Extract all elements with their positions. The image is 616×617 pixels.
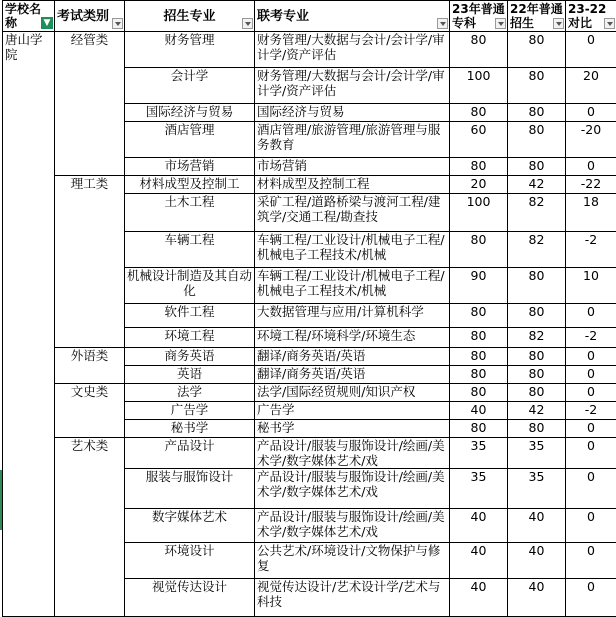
count-2023-cell[interactable]: 20 [450, 176, 508, 194]
major-cell[interactable]: 财务管理 [125, 32, 255, 68]
category-cell[interactable]: 外语类 [55, 348, 125, 384]
diff-cell[interactable]: 0 [566, 158, 616, 176]
table-row[interactable] [3, 176, 616, 194]
count-2022-cell[interactable]: 80 [508, 384, 566, 402]
joint-major-cell[interactable]: 产品设计/服装与服饰设计/绘画/美术学/数字媒体艺术/戏 [255, 438, 450, 469]
joint-major-cell[interactable]: 公共艺术/环境设计/文物保护与修复 [255, 543, 450, 579]
school-cell[interactable]: 唐山学院 [3, 32, 55, 617]
diff-cell[interactable]: -20 [566, 122, 616, 158]
joint-major-cell[interactable]: 广告学 [255, 402, 450, 420]
major-cell[interactable]: 环境工程 [125, 328, 255, 348]
major-cell[interactable]: 会计学 [125, 68, 255, 104]
category-cell[interactable]: 文史类 [55, 384, 125, 438]
diff-cell[interactable]: 0 [566, 366, 616, 384]
count-2023-cell[interactable]: 80 [450, 304, 508, 328]
count-2023-cell[interactable]: 60 [450, 122, 508, 158]
diff-cell[interactable]: -2 [566, 402, 616, 420]
diff-cell[interactable]: -2 [566, 328, 616, 348]
count-2023-cell[interactable]: 80 [450, 328, 508, 348]
category-cell[interactable]: 理工类 [55, 176, 125, 348]
count-2023-cell[interactable]: 80 [450, 32, 508, 68]
count-2022-cell[interactable]: 80 [508, 104, 566, 122]
count-2023-cell[interactable]: 40 [450, 402, 508, 420]
major-cell[interactable]: 英语 [125, 366, 255, 384]
major-cell[interactable]: 软件工程 [125, 304, 255, 328]
diff-cell[interactable]: 18 [566, 194, 616, 232]
category-cell[interactable]: 艺术类 [55, 438, 125, 617]
major-cell[interactable]: 服装与服饰设计 [125, 469, 255, 509]
dropdown-arrow-icon[interactable] [112, 18, 123, 29]
col-header-exam-type[interactable]: 考试类别 [55, 1, 125, 32]
dropdown-arrow-icon[interactable] [242, 18, 253, 29]
table-row[interactable] [3, 438, 616, 469]
joint-major-cell[interactable]: 产品设计/服装与服饰设计/绘画/美术学/数字媒体艺术/戏 [255, 509, 450, 543]
diff-cell[interactable]: -2 [566, 232, 616, 268]
joint-major-cell[interactable]: 产品设计/服装与服饰设计/绘画/美术学/数字媒体艺术/戏 [255, 469, 450, 509]
col-header-2023[interactable]: 23年普通专科 [450, 1, 508, 32]
diff-cell[interactable]: 10 [566, 268, 616, 304]
major-cell[interactable]: 酒店管理 [125, 122, 255, 158]
diff-cell[interactable]: 0 [566, 469, 616, 509]
joint-major-cell[interactable]: 环境工程/环境科学/环境生态 [255, 328, 450, 348]
diff-cell[interactable]: 0 [566, 579, 616, 617]
diff-cell[interactable]: 0 [566, 384, 616, 402]
count-2022-cell[interactable]: 80 [508, 304, 566, 328]
dropdown-arrow-icon[interactable] [495, 18, 506, 29]
count-2022-cell[interactable]: 82 [508, 328, 566, 348]
diff-cell[interactable]: -22 [566, 176, 616, 194]
diff-cell[interactable]: 0 [566, 420, 616, 438]
header-row [3, 1, 616, 32]
major-cell[interactable]: 广告学 [125, 402, 255, 420]
count-2023-cell[interactable]: 35 [450, 438, 508, 469]
admissions-table [2, 0, 616, 617]
joint-major-cell[interactable]: 翻译/商务英语/英语 [255, 366, 450, 384]
joint-major-cell[interactable]: 车辆工程/工业设计/机械电子工程/机械电子工程技术/机械 [255, 268, 450, 304]
count-2023-cell[interactable]: 80 [450, 158, 508, 176]
major-cell[interactable]: 车辆工程 [125, 232, 255, 268]
diff-cell[interactable]: 0 [566, 32, 616, 68]
dropdown-arrow-icon[interactable] [437, 18, 448, 29]
diff-cell[interactable]: 0 [566, 543, 616, 579]
dropdown-arrow-icon[interactable] [553, 18, 564, 29]
joint-major-cell[interactable]: 采矿工程/道路桥梁与渡河工程/建筑学/交通工程/勘查技 [255, 194, 450, 232]
major-cell[interactable]: 商务英语 [125, 348, 255, 366]
joint-major-cell[interactable]: 财务管理/大数据与会计/会计学/审计学/资产评估 [255, 68, 450, 104]
count-2023-cell[interactable]: 40 [450, 579, 508, 617]
count-2022-cell[interactable]: 35 [508, 469, 566, 509]
count-2023-cell[interactable]: 40 [450, 509, 508, 543]
joint-major-cell[interactable]: 酒店管理/旅游管理/旅游管理与服务教育 [255, 122, 450, 158]
count-2022-cell[interactable]: 80 [508, 158, 566, 176]
major-cell[interactable]: 数字媒体艺术 [125, 509, 255, 543]
joint-major-cell[interactable]: 国际经济与贸易 [255, 104, 450, 122]
count-2022-cell[interactable]: 42 [508, 402, 566, 420]
count-2022-cell[interactable]: 82 [508, 194, 566, 232]
count-2023-cell[interactable]: 80 [450, 232, 508, 268]
count-2022-cell[interactable]: 80 [508, 366, 566, 384]
count-2023-cell[interactable]: 100 [450, 194, 508, 232]
count-2022-cell[interactable]: 40 [508, 579, 566, 617]
joint-major-cell[interactable]: 视觉传达设计/艺术设计学/艺术与科技 [255, 579, 450, 617]
count-2023-cell[interactable]: 80 [450, 348, 508, 366]
diff-cell[interactable]: 20 [566, 68, 616, 104]
count-2022-cell[interactable]: 80 [508, 268, 566, 304]
major-cell[interactable]: 机械设计制造及其自动化 [125, 268, 255, 304]
count-2023-cell[interactable]: 80 [450, 104, 508, 122]
table-row[interactable] [3, 32, 616, 68]
major-cell[interactable]: 土木工程 [125, 194, 255, 232]
count-2022-cell[interactable]: 80 [508, 68, 566, 104]
major-cell[interactable]: 法学 [125, 384, 255, 402]
count-2022-cell[interactable]: 35 [508, 438, 566, 469]
diff-cell[interactable]: 0 [566, 104, 616, 122]
major-cell[interactable]: 视觉传达设计 [125, 579, 255, 617]
count-2022-cell[interactable]: 80 [508, 32, 566, 68]
count-2022-cell[interactable]: 40 [508, 543, 566, 579]
diff-cell[interactable]: 0 [566, 509, 616, 543]
count-2022-cell[interactable]: 80 [508, 348, 566, 366]
col-header-joint-major[interactable]: 联考专业 [255, 1, 450, 32]
count-2022-cell[interactable]: 80 [508, 122, 566, 158]
joint-major-cell[interactable]: 翻译/商务英语/英语 [255, 348, 450, 366]
count-2023-cell[interactable]: 80 [450, 420, 508, 438]
joint-major-cell[interactable]: 车辆工程/工业设计/机械电子工程/机械电子工程技术/机械 [255, 232, 450, 268]
major-cell[interactable]: 材料成型及控制工 [125, 176, 255, 194]
count-2023-cell[interactable]: 80 [450, 384, 508, 402]
table-row[interactable] [3, 384, 616, 402]
joint-major-cell[interactable]: 财务管理/大数据与会计/会计学/审计学/资产评估 [255, 32, 450, 68]
filter-active-icon[interactable]: ▼ [41, 17, 53, 29]
col-header-major[interactable]: 招生专业 [125, 1, 255, 32]
major-cell[interactable]: 国际经济与贸易 [125, 104, 255, 122]
joint-major-cell[interactable]: 大数据管理与应用/计算机科学 [255, 304, 450, 328]
count-2022-cell[interactable]: 80 [508, 420, 566, 438]
joint-major-cell[interactable]: 法学/国际经贸规则/知识产权 [255, 384, 450, 402]
count-2023-cell[interactable]: 100 [450, 68, 508, 104]
diff-cell[interactable]: 0 [566, 438, 616, 469]
major-cell[interactable]: 产品设计 [125, 438, 255, 469]
joint-major-cell[interactable]: 秘书学 [255, 420, 450, 438]
count-2022-cell[interactable]: 42 [508, 176, 566, 194]
count-2022-cell[interactable]: 40 [508, 509, 566, 543]
col-header-2022[interactable]: 22年普通招生 [508, 1, 566, 32]
dropdown-arrow-icon[interactable] [604, 18, 615, 29]
joint-major-cell[interactable]: 材料成型及控制工程 [255, 176, 450, 194]
joint-major-cell[interactable]: 市场营销 [255, 158, 450, 176]
major-cell[interactable]: 秘书学 [125, 420, 255, 438]
count-2022-cell[interactable]: 82 [508, 232, 566, 268]
count-2023-cell[interactable]: 40 [450, 543, 508, 579]
col-header-school[interactable]: 学校名称 ▼ [3, 1, 55, 32]
table-row[interactable] [3, 348, 616, 366]
diff-cell[interactable]: 0 [566, 304, 616, 328]
diff-cell[interactable]: 0 [566, 348, 616, 366]
major-cell[interactable]: 市场营销 [125, 158, 255, 176]
count-2023-cell[interactable]: 80 [450, 366, 508, 384]
count-2023-cell[interactable]: 90 [450, 268, 508, 304]
col-header-diff[interactable]: 23-22对比 [566, 1, 616, 32]
major-cell[interactable]: 环境设计 [125, 543, 255, 579]
category-cell[interactable]: 经管类 [55, 32, 125, 176]
count-2023-cell[interactable]: 35 [450, 469, 508, 509]
